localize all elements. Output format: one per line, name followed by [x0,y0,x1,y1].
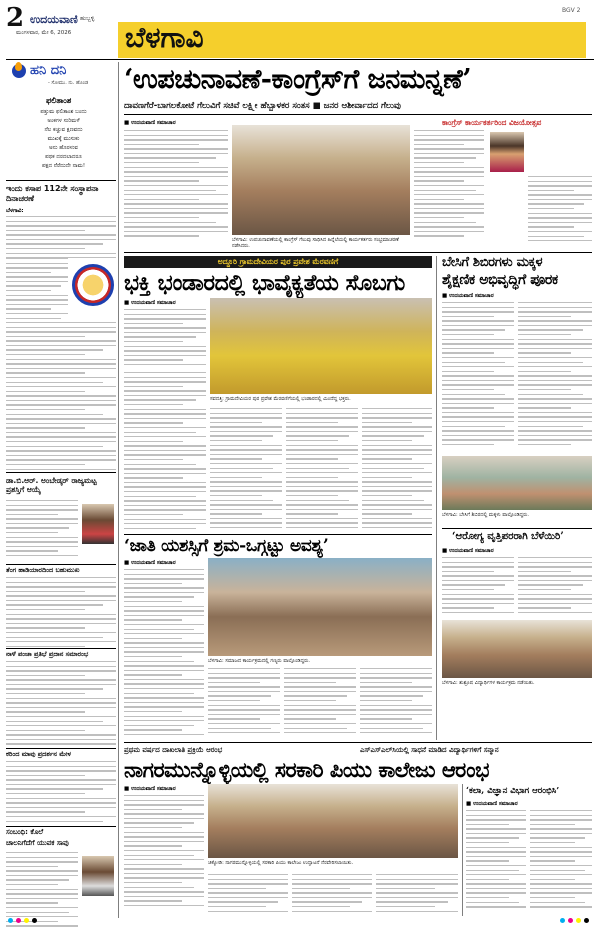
puc-photo-caption: ಚಿಕ್ಕೋಡಿ: ನಾಗರಮುನ್ನೊಳ್ಳಿಯಲ್ಲಿ ಸರಕಾರಿ ಪಿಯು ಕಾಲೇಜು ಉದ್ಘಾಟನೆ ನೆರವೇರಿಸಲಾಯಿತು. [208,860,354,866]
story-mango-title: ಕರಿಂದ ಮಾವು ಪ್ರದರ್ಶನ ಮೇಳ [6,750,72,758]
puc-body-col1 [124,795,204,913]
cmyk-swatch [584,918,589,923]
puc-kicker-left: ಪ್ರಥಮ ವರ್ಷದ ದಾಖಲಾತಿ ಪ್ರಕ್ರಿಯೆ ಆರಂಭ [124,746,223,754]
top-story-photo [232,125,410,235]
puc-side-body-col2 [530,810,592,914]
cmyk-swatch [24,918,29,923]
divider [6,472,116,473]
puc-byline: ■ ಉದಯವಾಣಿ ಸಮಾಚಾರ [124,786,176,792]
divider [6,748,116,749]
story-kasapa-body-3 [6,322,116,472]
divider [124,252,592,253]
bhakti-body-col1b [124,372,206,532]
issue-date: ಮಂಗಳವಾರ, ಮೇ 6, 2026 [16,30,72,36]
puc-photo [208,784,458,858]
divider [124,534,432,535]
summer-camp-photo-caption: ಬೆಳಗಾವಿ: ಬೇಸಿಗೆ ಶಿಬಿರದಲ್ಲಿ ಮಕ್ಕಳು ಪಾಲ್ಗೊಂಡಿದ್ದರು. [442,512,529,518]
column-rule [436,256,437,740]
divider [6,180,116,181]
top-story-byline: ■ ಉದಯವಾಣಿ ಸಮಾಚಾರ [124,120,176,126]
jati-byline: ■ ಉದಯವಾಣಿ ಸಮಾಚಾರ [124,560,176,566]
story-kasapa-byline: ಬೆಳಗಾವಿ: [6,208,24,214]
bhakti-body-col1 [124,309,206,369]
jati-photo [208,558,432,656]
summer-camp-kicker: ಬೇಸಿಗೆ ಶಿಬಿರಗಳು ಮಕ್ಕಳ [442,255,543,270]
health-story-title: ‘ಆರೋಗ್ಯ ವೃತ್ತಿಪರರಾಗಿ ಬೆಳೆಯಿರಿ’ [452,531,564,542]
registration-marks [0,916,600,926]
story-crime-subtitle: ಚಾಲನಿಗೆದೆಗೆ ಯುವಕ ಸಾವು [6,839,69,847]
bhakti-byline: ■ ಉದಯವಾಣಿ ಸಮಾಚಾರ [124,300,176,306]
brand-name: ಹನಿ ದನಿ [30,63,67,78]
brand-drop-icon [15,62,22,71]
poem-line: ಪತ್ತುಮ ಫಲಿತಾಂಶ ಬಂದು [40,109,87,115]
cmyk-swatch [568,918,573,923]
divider [124,742,592,743]
health-story-byline: ■ ಉದಯವಾಣಿ ಸಮಾಚಾರ [442,548,494,554]
poem-line: ಪಕ್ಷದ ನೆರೆದುದೇ ನಾಮ! [41,163,86,169]
jati-body-col3 [284,668,356,740]
kasapa-emblem-icon [72,264,114,306]
divider [442,528,592,529]
cmyk-swatch [16,918,21,923]
cmyk-swatch [576,918,581,923]
cmyk-swatch [8,918,13,923]
column-rule [462,784,463,916]
poem-line: ಅಂಕಗಳ ಸುರಿಮಳೆ [47,118,80,124]
jati-body-col2 [208,668,280,740]
story-coconut-body [6,577,116,647]
edition-tag: ಹುಬ್ಬಳ್ಳಿ [80,15,95,22]
column-rule [118,62,119,918]
story-ceremony-title: ನಾಳೆ ಪಂಚಾ ಪ್ರತಿಭೆ ಪ್ರದಾನ ಸಮಾರಂಭ [6,650,89,658]
bhakti-photo-caption: ಸವದತ್ತಿ: ಗ್ರಾಮದೇವಿಯರ ಪುರ ಪ್ರವೇಶ ಮೆರವಣಿಗೆಯಲ್ಲಿ ಭಂಡಾರದಲ್ಲಿ ಮಿಂದೆದ್ದ ಭಕ್ತರು. [210,396,351,402]
top-story-body-col4 [528,176,592,248]
divider [6,826,116,827]
puc-side-title: ‘ಕಲಾ, ವಿಜ್ಞಾನ ವಿಭಾಗ ಆರಂಭಿಸಿ’ [466,786,560,796]
top-story-portrait [490,132,524,172]
story-kasapa-body [6,216,116,258]
story-award-title: ಡಾ.ಬಿ.ಆರ್. ಅಂಬೇಡ್ಕರ್ ರಾಜ್ಯಮಟ್ಟ ಪ್ರಶಸ್ತಿಗೆ ಆಯ್ಕೆ [6,476,97,494]
award-portrait [82,504,114,544]
paper-name: ಉದಯವಾಣಿ [30,13,78,26]
puc-headline: ನಾಗರಮುನ್ನೊಳ್ಳಿಯಲ್ಲಿ ಸರಕಾರಿ ಪಿಯು ಕಾಲೇಜು ಆರಂಭ [124,757,489,782]
divider [124,114,592,115]
summer-camp-body-col1 [442,302,514,452]
bhakti-body-col3 [286,408,358,532]
jati-headline: ‘ಜಾತಿ ಯಶಸ್ಸಿಗೆ ಶ್ರಮ-ಒಗ್ಗಟ್ಟು ಅವಶ್ಯ’ [124,536,329,556]
divider [6,648,116,649]
bhakti-body-col2 [210,408,282,532]
story-crime-title: ಸಂಬಂಧಿ: ಕೊಲೆ [6,828,44,836]
bhakti-photo [210,298,432,394]
story-kasapa-title: ಇಂದು ಕಸಾಪ 112ನೇ ಸಂಸ್ಥಾಪನಾ ದಿನಾಚರಣೆ [6,184,99,203]
poem-body [16,108,111,171]
puc-side-body-col1 [466,810,526,914]
health-story-body-col1 [442,557,514,617]
jati-body-col4 [360,668,432,740]
jati-photo-caption: ಬೆಳಗಾವಿ: ಸಮಾಜದ ಕಾರ್ಯಕ್ರಮದಲ್ಲಿ ಗಣ್ಯರು ಪಾಲ್ಗೊಂಡಿದ್ದರು. [208,658,310,664]
story-mango-body [6,761,116,825]
poem-line: ನೆಲ ಕಚ್ಚುವ ಕ್ಷಣವದು [44,127,83,133]
left-column [6,60,116,920]
poem-line: ಮುಖಕ್ಕೆ ಮುಸುಕು [47,136,80,142]
top-story-subhead: ದಾವಣಗೆರೆ-ಬಾಗಲಕೋಟೆ ಗೆಲುವಿಗೆ ಸಚಿವೆ ಲಕ್ಷ್ಮೀ ಹೆಬ್ಬಾಳಕರ ಸಂತಸ ■ ಜನರ ಆಶೀರ್ವಾದದ ಗೆಲುವು [124,101,401,111]
bhakti-kicker: ಅದ್ದೂರಿ ಗ್ರಾಮದೇವಿಯರ ಪುರ ಪ್ರವೇಶ ಮೆರವಣಿಗೆ [217,257,339,266]
story-kasapa-body-2 [6,258,68,320]
cmyk-swatch [32,918,37,923]
top-story-body-col1 [124,130,228,248]
poem-title: ಫಲಿತಾಂಶ [46,95,72,105]
poem-line: ಪಥಕ ದರದಲಾದರೂ [45,154,82,160]
summer-camp-headline: ಶೈಕ್ಷಣಿಕ ಅಭಿವೃದ್ಧಿಗೆ ಪೂರಕ [442,272,558,288]
jati-body-col1 [124,569,204,739]
top-story-headline: ‘ಉಪಚುನಾವಣೆ-ಕಾಂಗ್ರೆಸ್‌ಗೆ ಜನಮನ್ನಣೆ’ [124,64,472,95]
puc-side-byline: ■ ಉದಯವಾಣಿ ಸಮಾಚಾರ [466,801,518,807]
health-story-body-col2 [518,557,592,617]
bhakti-headline: ಭಕ್ತಿ ಭಂಡಾರದಲ್ಲಿ ಭಾವೈಕ್ಯತೆಯ ಸೊಬಗು [124,270,405,296]
page-number: 2 [6,3,25,33]
puc-kicker-right: ಎಸ್ಎಸ್ಎಲ್‌ಸಿಯಲ್ಲಿ ಸಾಧನೆ ಮಾಡಿದ ವಿದ್ಯಾರ್ಥಿಗಳಿಗೆ ಸನ್ಮಾನ [360,746,499,754]
summer-camp-byline: ■ ಉದಯವಾಣಿ ಸಮಾಚಾರ [442,293,494,299]
summer-camp-photo [442,456,592,510]
page-code: BGV 2 [562,7,581,14]
divider [6,564,116,565]
health-story-photo [442,620,592,678]
top-story-body-col3 [414,130,484,248]
section-title: ಬೆಳಗಾವಿ [125,21,204,54]
poem-line: ಅನು ಹೊರಳುವ [49,145,78,151]
story-coconut-title: ತೆಂಗ ಹಾಡಿಯಾರದಿಂದ ಬಹುಮುಖ [6,566,80,574]
puc-body-col2 [208,874,288,914]
story-award-body [6,500,78,560]
crime-portrait [82,856,114,896]
cmyk-swatch [560,918,565,923]
health-story-photo-caption: ಬೆಳಗಾವಿ: ಶುಶ್ರೂಷ ವಿದ್ಯಾರ್ಥಿಗಳ ಕಾರ್ಯಕ್ರಮ ನಡೆಯಿತು. [442,680,535,686]
puc-body-col4 [376,874,458,914]
story-ceremony-body [6,661,116,747]
puc-body-col3 [292,874,372,914]
summer-camp-body-col2 [518,302,592,452]
bhakti-body-col4 [362,408,432,532]
top-story-photo-caption: ಬೆಳಗಾವಿ: ಉಪಚುನಾವಣೆಯಲ್ಲಿ ಕಾಂಗ್ರೆಸ್ ಗೆಲುವು ಸಾಧಿಸಿದ ಹಿನ್ನೆಲೆಯಲ್ಲಿ ಕಾರ್ಯಕರ್ತರು ಸಂಭ್ರಮಾಚರಣೆ ನಡೆಸಿದರು. [232,237,399,249]
top-story-kicker: ಕಾಂಗ್ರೆಸ್ ಕಾರ್ಯಕರ್ತರಿಂದ ವಿಜಯೋತ್ಸವ [442,118,542,127]
brand-credit: - ಸೋಮು. ನು. ಹೊಂಡ [48,80,89,86]
